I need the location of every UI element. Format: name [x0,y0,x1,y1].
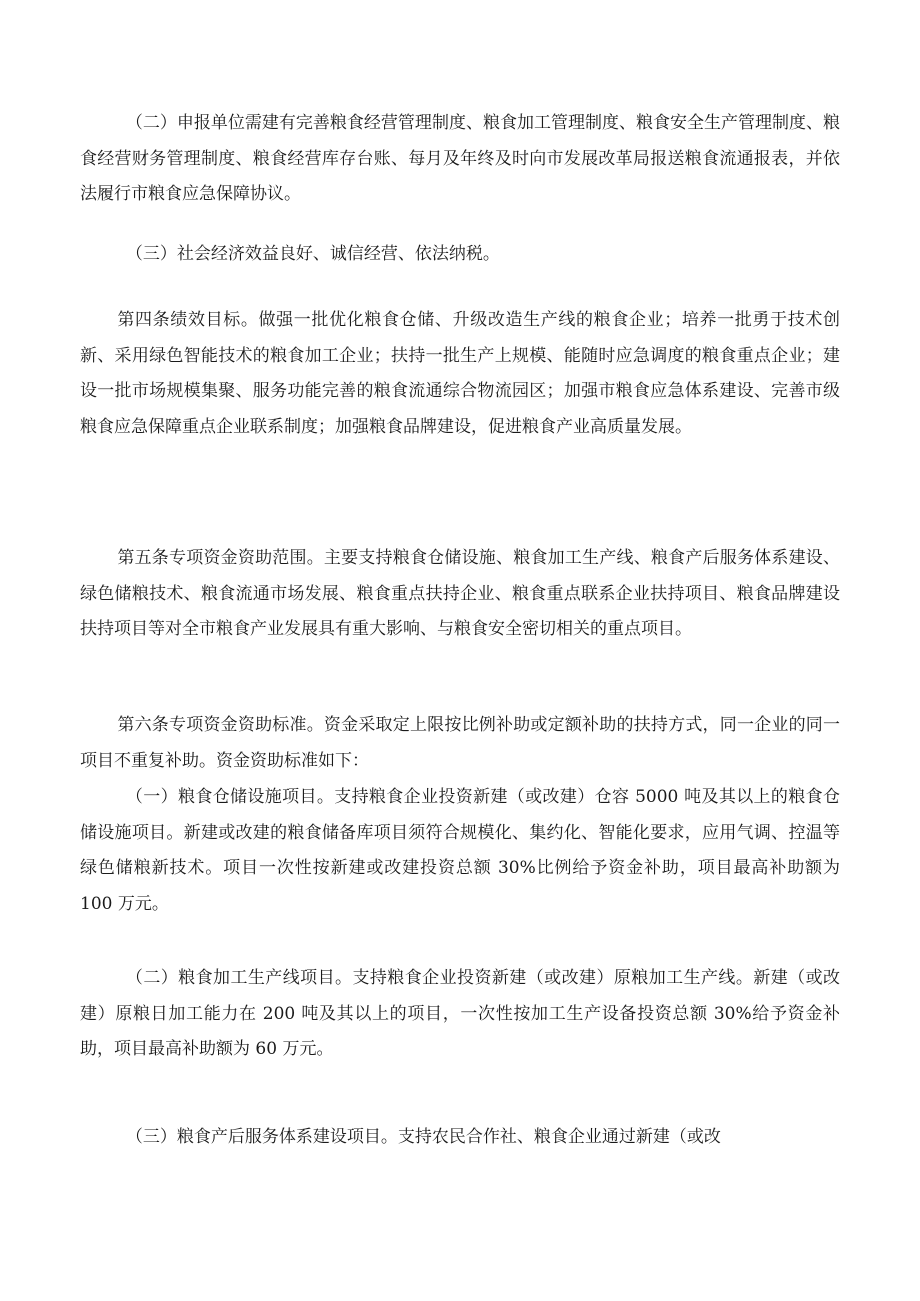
paragraph-item-storage: （一）粮食仓储设施项目。支持粮食企业投资新建（或改建）仓容 5000 吨及其以上的粮食仓储设施项目。新建或改建的粮食储备库项目须符合规模化、集约化、智能化要求，应用气调、控温等绿色储粮新技术。项目一次性按新建或改建投资总额 30%比例给予资金补助，项目最高补助额为 100 万元。 [80,787,840,914]
paragraph-social-benefits: （三）社会经济效益良好、诚信经营、依法纳税。 [125,244,500,264]
paragraph-article-4: 第四条绩效目标。做强一批优化粮食仓储、升级改造生产线的粮食企业；培养一批勇于技术创新、采用绿色智能技术的粮食加工企业；扶持一批生产上规模、能随时应急调度的粮食重点企业；建设一批市场规模集聚、服务功能完善的粮食流通综合物流园区；加强市粮食应急体系建设、完善市级粮食应急保障重点企业联系制度；加强粮食品牌建设，促进粮食产业高质量发展。 [80,310,840,437]
paragraph-article-5: 第五条专项资金资助范围。主要支持粮食仓储设施、粮食加工生产线、粮食产后服务体系建设、绿色储粮技术、粮食流通市场发展、粮食重点扶持企业、粮食重点联系企业扶持项目、粮食品牌建设扶持项目等对全市粮食产业发展具有重大影响、与粮食安全密切相关的重点项目。 [80,548,840,639]
paragraph-article-6: 第六条专项资金资助标准。资金采取定上限按比例补助或定额补助的扶持方式，同一企业的同一项目不重复补助。资金资助标准如下： [80,715,840,771]
paragraph-item-processing: （二）粮食加工生产线项目。支持粮食企业投资新建（或改建）原粮加工生产线。新建（或改建）原粮日加工能力在 200 吨及其以上的项目，一次性按加工生产设备投资总额 30%给予资金补助，项目最高补助额为 60 万元。 [80,968,840,1059]
paragraph-registration-requirements: （二）申报单位需建有完善粮食经营管理制度、粮食加工管理制度、粮食安全生产管理制度、粮食经营财务管理制度、粮食经营库存台账、每月及年终及时向市发展改革局报送粮食流通报表，并依法履行市粮食应急保障协议。 [80,113,840,204]
paragraph-item-postharvest: （三）粮食产后服务体系建设项目。支持农民合作社、粮食企业通过新建（或改 [125,1127,721,1147]
